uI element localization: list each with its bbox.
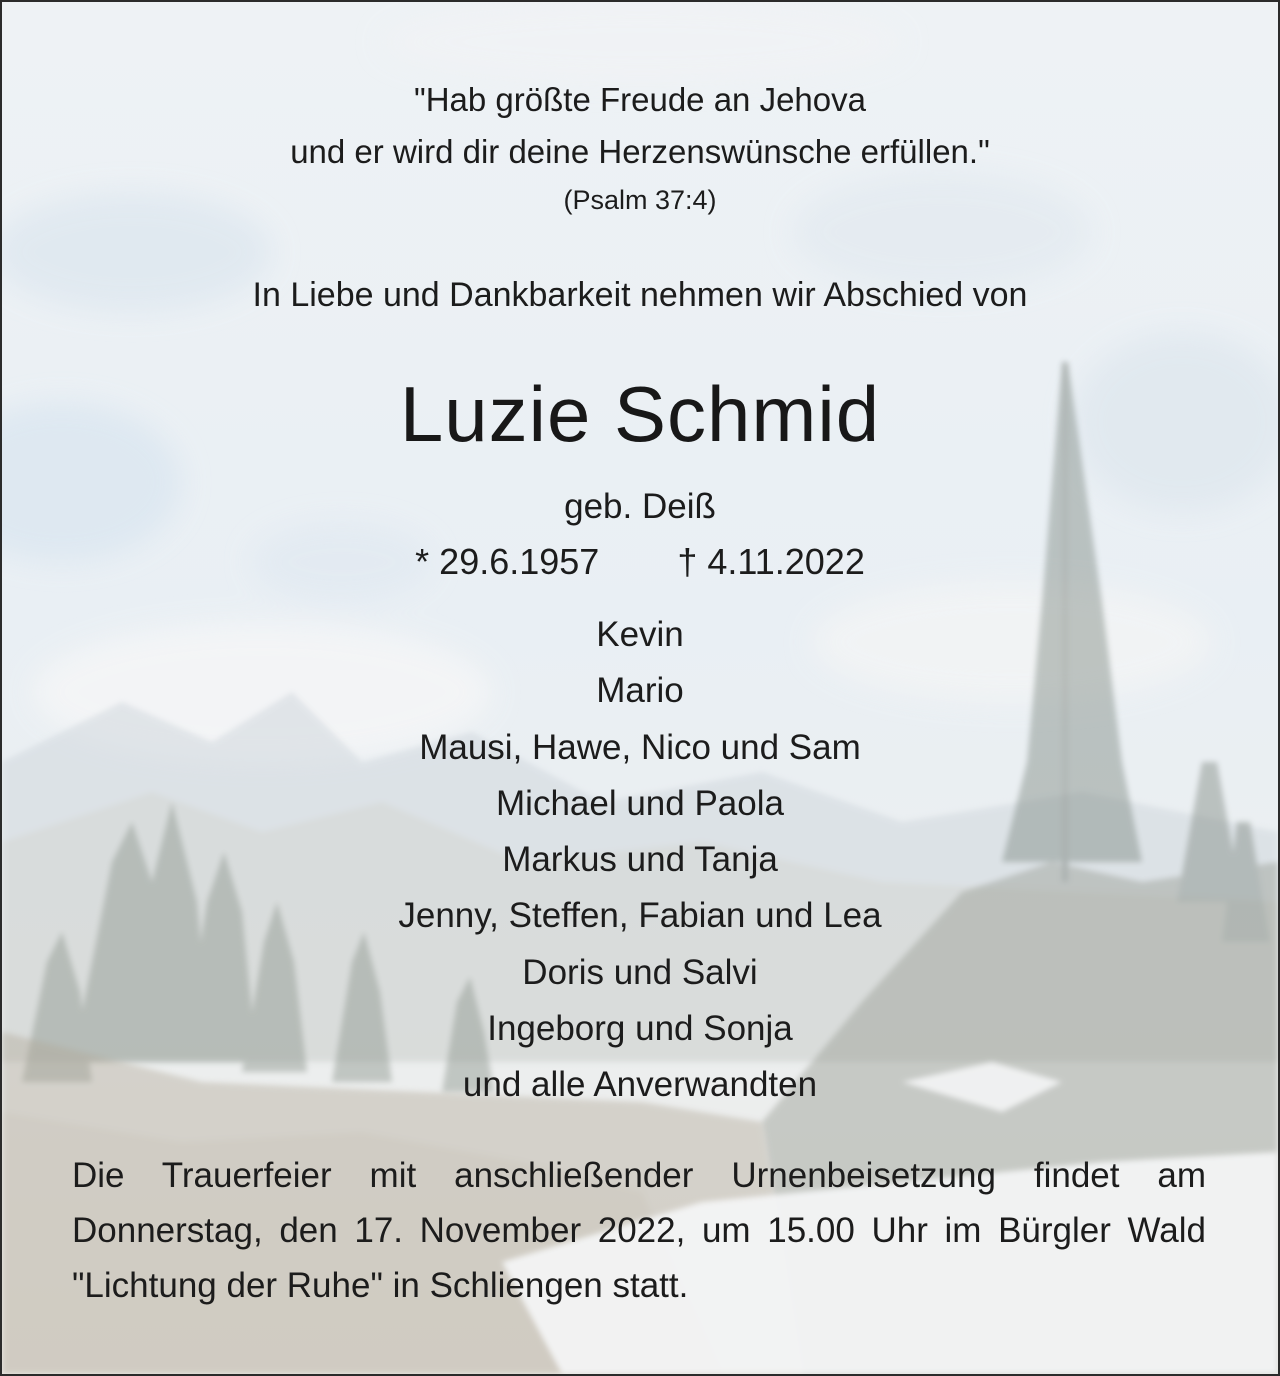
mourner-entry: Mausi, Hawe, Nico und Sam: [419, 727, 861, 767]
mourner-entry: Markus und Tanja: [502, 840, 778, 880]
farewell-intro: In Liebe und Dankbarkeit nehmen wir Abschied von: [252, 276, 1028, 314]
mourner-entry: und alle Anverwandten: [462, 1065, 818, 1105]
bible-reference: (Psalm 37:4): [563, 185, 717, 215]
funeral-service-notice: Die Trauerfeier mit anschließender Urnenbeisetzung findet am Donnerstag, den 17. November 2022, um 15.00 Uhr im Bürgler Wald "Lichtung der Ruhe" in Schliengen statt.: [72, 1156, 1206, 1305]
mourners-list: [2, 607, 1278, 1114]
bible-quote-line-2: und er wird dir deine Herzenswünsche erfüllen.": [290, 133, 990, 170]
mourner-entry: Mario: [596, 671, 684, 711]
death-date: † 4.11.2022: [677, 541, 865, 582]
mourner-entry: Doris und Salvi: [522, 952, 758, 992]
life-dates: [2, 538, 1278, 586]
bible-quote-line-1: "Hab größte Freude an Jehova: [414, 81, 866, 118]
mourner-entry: Kevin: [596, 615, 684, 654]
mourner-entry: Jenny, Steffen, Fabian und Lea: [398, 896, 882, 936]
notice-content: [2, 2, 1278, 1374]
mourner-entry: Ingeborg und Sonja: [487, 1009, 793, 1049]
deceased-name: Luzie Schmid: [399, 370, 881, 458]
mourner-entry: Michael und Paola: [496, 783, 784, 823]
maiden-name: geb. Deiß: [564, 487, 716, 526]
birth-date: * 29.6.1957: [415, 541, 600, 582]
